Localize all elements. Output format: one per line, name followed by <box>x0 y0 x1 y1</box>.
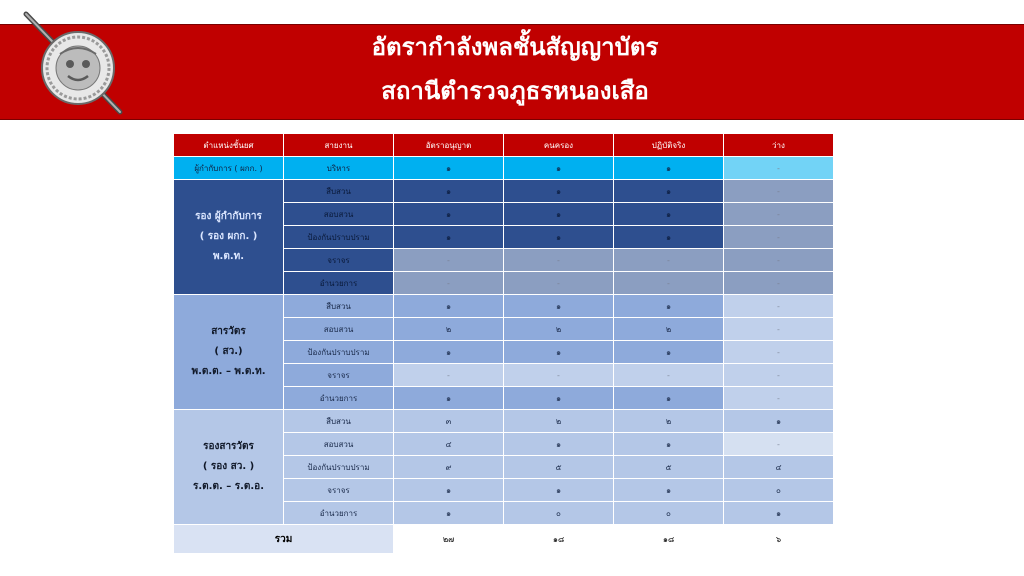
allowed-cell: - <box>394 272 504 295</box>
actual-cell: ๑ <box>614 341 724 364</box>
actual-cell: - <box>614 364 724 387</box>
allowed-cell: ๑ <box>394 479 504 502</box>
vacant-cell: - <box>724 249 834 272</box>
held-cell: ๑ <box>504 157 614 180</box>
held-cell: ๐ <box>504 502 614 525</box>
allowed-cell: ๑ <box>394 341 504 364</box>
vacant-cell: ๑ <box>724 410 834 433</box>
vacant-cell: - <box>724 295 834 318</box>
allowed-cell: ๑ <box>394 502 504 525</box>
held-cell: ๑ <box>504 433 614 456</box>
line-cell: จราจร <box>284 479 394 502</box>
column-header: ว่าง <box>724 134 834 157</box>
actual-cell: ๑ <box>614 180 724 203</box>
position-group-cell <box>174 180 284 295</box>
position-group-cell <box>174 295 284 410</box>
actual-cell: ๑ <box>614 433 724 456</box>
line-cell: จราจร <box>284 249 394 272</box>
position-title: รอง ผู้กำกับการ <box>195 211 262 222</box>
actual-cell: ๑ <box>614 479 724 502</box>
total-label: รวม <box>174 525 394 554</box>
allowed-cell: - <box>394 249 504 272</box>
column-header: ปฏิบัติจริง <box>614 134 724 157</box>
vacant-cell: - <box>724 364 834 387</box>
position-rank: พ.ต.ต. – พ.ต.ท. <box>191 366 266 377</box>
actual-cell: ๑ <box>614 387 724 410</box>
page-title-line2: สถานีตำรวจภูธรหนองเสือ <box>381 77 649 105</box>
total-actual: ๑๘ <box>614 525 724 554</box>
table-header-row <box>174 134 834 157</box>
line-cell: บริหาร <box>284 157 394 180</box>
position-abbrev: ( สว.) <box>214 346 243 357</box>
position-abbrev: ( รอง ผกก. ) <box>199 231 258 242</box>
allowed-cell: ๔ <box>394 433 504 456</box>
actual-cell: ๑ <box>614 157 724 180</box>
held-cell: ๑ <box>504 341 614 364</box>
allowed-cell: ๒ <box>394 318 504 341</box>
held-cell: - <box>504 272 614 295</box>
allowed-cell: ๑ <box>394 295 504 318</box>
actual-cell: - <box>614 249 724 272</box>
position-group-cell <box>174 410 284 525</box>
table-total-row <box>174 525 834 554</box>
vacant-cell: - <box>724 157 834 180</box>
column-header: ตำแหน่งชั้นยศ <box>174 134 284 157</box>
held-cell: ๑ <box>504 295 614 318</box>
actual-cell: ๑ <box>614 295 724 318</box>
line-cell: สอบสวน <box>284 203 394 226</box>
held-cell: - <box>504 364 614 387</box>
table-row-superintendent <box>174 157 834 180</box>
vacant-cell: ๔ <box>724 456 834 479</box>
held-cell: - <box>504 249 614 272</box>
total-held: ๑๘ <box>504 525 614 554</box>
vacant-cell: ๑ <box>724 502 834 525</box>
personnel-table <box>173 133 834 554</box>
column-header: คนครอง <box>504 134 614 157</box>
line-cell: อำนวยการ <box>284 272 394 295</box>
line-cell: อำนวยการ <box>284 387 394 410</box>
held-cell: ๑ <box>504 479 614 502</box>
page-title-line1: อัตรากำลังพลชั้นสัญญาบัตร <box>371 33 659 61</box>
position-rank: พ.ต.ท. <box>212 251 245 262</box>
table-row <box>174 180 834 203</box>
vacant-cell: ๐ <box>724 479 834 502</box>
actual-cell: ๑ <box>614 226 724 249</box>
allowed-cell: ๓ <box>394 410 504 433</box>
allowed-cell: ๑ <box>394 226 504 249</box>
actual-cell: - <box>614 272 724 295</box>
vacant-cell: - <box>724 226 834 249</box>
held-cell: ๑ <box>504 226 614 249</box>
line-cell: สืบสวน <box>284 410 394 433</box>
actual-cell: ๒ <box>614 318 724 341</box>
line-cell: อำนวยการ <box>284 502 394 525</box>
vacant-cell: - <box>724 180 834 203</box>
held-cell: ๒ <box>504 318 614 341</box>
vacant-cell: - <box>724 387 834 410</box>
allowed-cell: - <box>394 364 504 387</box>
total-allowed: ๒๗ <box>394 525 504 554</box>
held-cell: ๒ <box>504 410 614 433</box>
position-rank: ร.ต.ต. – ร.ต.อ. <box>193 481 264 492</box>
held-cell: ๑ <box>504 387 614 410</box>
total-vacant: ๖ <box>724 525 834 554</box>
vacant-cell: - <box>724 203 834 226</box>
held-cell: ๑ <box>504 180 614 203</box>
vacant-cell: - <box>724 318 834 341</box>
actual-cell: ๕ <box>614 456 724 479</box>
line-cell: จราจร <box>284 364 394 387</box>
line-cell: สืบสวน <box>284 295 394 318</box>
police-emblem-logo <box>20 8 130 118</box>
line-cell: ป้องกันปราบปราม <box>284 226 394 249</box>
line-cell: สอบสวน <box>284 318 394 341</box>
table-row <box>174 295 834 318</box>
line-cell: ป้องกันปราบปราม <box>284 456 394 479</box>
allowed-cell: ๑ <box>394 387 504 410</box>
actual-cell: ๐ <box>614 502 724 525</box>
actual-cell: ๒ <box>614 410 724 433</box>
actual-cell: ๑ <box>614 203 724 226</box>
position-title: รองสารวัตร <box>203 441 254 452</box>
position-abbrev: ( รอง สว. ) <box>202 461 255 472</box>
vacant-cell: - <box>724 341 834 364</box>
line-cell: สืบสวน <box>284 180 394 203</box>
allowed-cell: ๑ <box>394 157 504 180</box>
position-title: สารวัตร <box>211 326 246 337</box>
line-cell: สอบสวน <box>284 433 394 456</box>
held-cell: ๕ <box>504 456 614 479</box>
line-cell: ป้องกันปราบปราม <box>284 341 394 364</box>
held-cell: ๑ <box>504 203 614 226</box>
position-cell: ผู้กำกับการ ( ผกก. ) <box>174 157 284 180</box>
allowed-cell: ๙ <box>394 456 504 479</box>
table-row <box>174 410 834 433</box>
allowed-cell: ๑ <box>394 203 504 226</box>
column-header: สายงาน <box>284 134 394 157</box>
vacant-cell: - <box>724 433 834 456</box>
vacant-cell: - <box>724 272 834 295</box>
column-header: อัตราอนุญาต <box>394 134 504 157</box>
allowed-cell: ๑ <box>394 180 504 203</box>
